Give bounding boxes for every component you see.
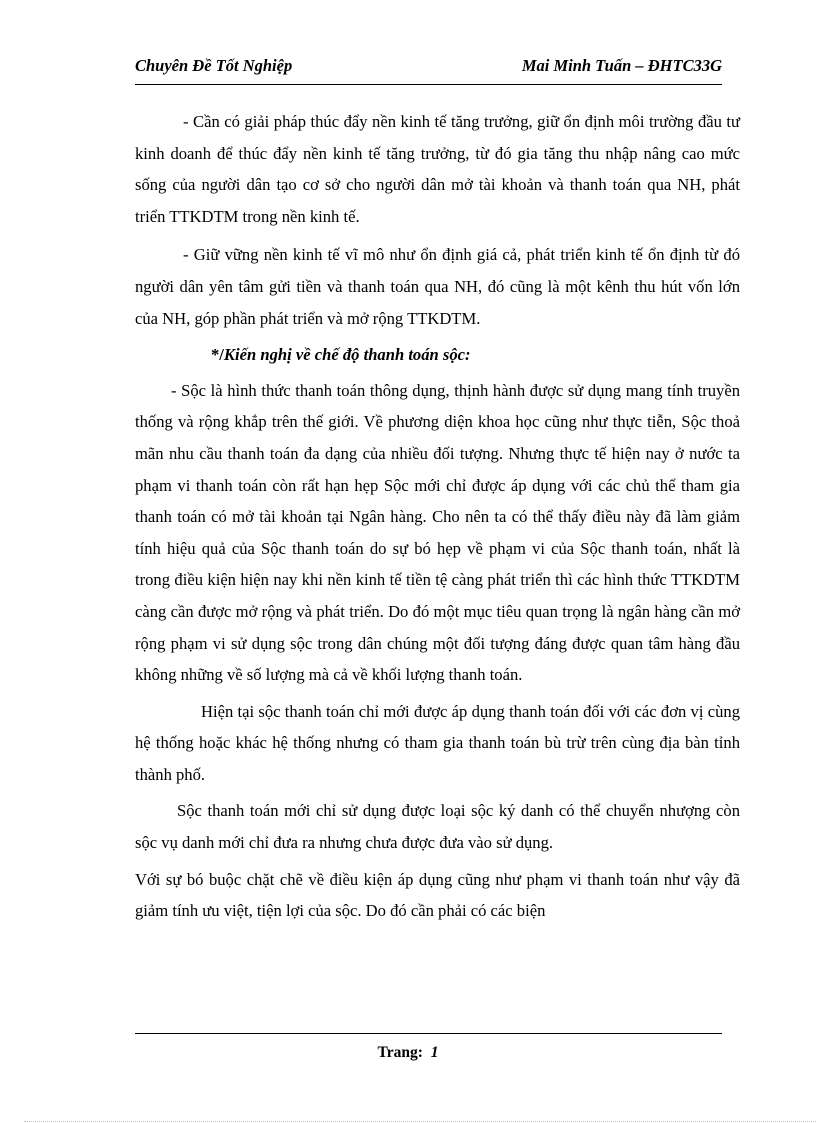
heading-text: Kiến nghị về chế độ thanh toán sộc bbox=[223, 345, 466, 365]
header-document-title: Chuyên Đề Tốt Nghiệp bbox=[135, 56, 293, 75]
page-body bbox=[135, 106, 740, 927]
section-heading bbox=[135, 339, 740, 371]
footer-page-number: 1 bbox=[430, 1044, 439, 1061]
page-header bbox=[135, 56, 722, 76]
page-boundary bbox=[24, 1121, 816, 1122]
paragraph-cheque-types: Sộc thanh toán mới chỉ sử dụng được loại sộc ký danh có thể chuyển nhượng còn sộc vụ danh mới chỉ đưa ra nhưng chưa được đưa vào sử dụng. bbox=[135, 801, 740, 853]
footer-page-label: Trang: bbox=[377, 1044, 423, 1061]
heading-prefix: */ bbox=[211, 345, 224, 365]
page-footer bbox=[0, 1044, 816, 1062]
header-rule bbox=[135, 84, 722, 85]
paragraph-constraints: Với sự bó buộc chặt chẽ về điều kiện áp dụng cũng như phạm vi thanh toán như vậy đã giảm tính ưu việt, tiện lợi của sộc. Do đó cần phải có các biện bbox=[135, 869, 740, 921]
footer-rule bbox=[135, 1033, 722, 1034]
paragraph-current-usage: Hiện tại sộc thanh toán chỉ mới được áp dụng thanh toán đối với các đơn vị cùng hệ thống hoặc khác hệ thống nhưng có tham gia thanh toán bù trừ trên cùng địa bàn tỉnh thành phố. bbox=[135, 701, 740, 784]
heading-suffix: : bbox=[465, 345, 471, 365]
header-author: Mai Minh Tuấn – ĐHTC33G bbox=[521, 56, 722, 75]
paragraph-macro-stability: - Giữ vững nền kinh tế vĩ mô như ổn định giá cả, phát triển kinh tế ổn định từ đó người dân yên tâm gửi tiền và thanh toán qua NH, đó cũng là một kênh thu hút vốn lớn của NH, góp phần phát triển và mở rộng TTKDTM. bbox=[135, 245, 740, 328]
paragraph-economic-growth: - Cần có giải pháp thúc đẩy nền kinh tế tăng trưởng, giữ ổn định môi trường đầu tư kinh doanh để thúc đẩy nền kinh tế tăng trưởng, từ đó gia tăng thu nhập nâng cao mức sống của người dân tạo cơ sở cho người dân mở tài khoản và thanh toán qua NH, phát triển TTKDTM trong nền kinh tế. bbox=[135, 112, 740, 226]
paragraph-cheque-overview: - Sộc là hình thức thanh toán thông dụng, thịnh hành được sử dụng mang tính truyền thống và rộng khắp trên thế giới. Về phương diện khoa học cũng như thực tiễn, Sộc thoả mãn nhu cầu thanh toán đa dạng của nhiều đối tượng. Nhưng thực tế hiện nay ở nước ta phạm vi thanh toán còn rất hạn hẹp Sộc mới chỉ được áp dụng với các chủ thể tham gia thanh toán có mở tài khoản tại Ngân hàng. Cho nên ta có thể thấy điều này đã làm giảm tính hiệu quả của Sộc thanh toán do sự bó hẹp về phạm vi của Sộc thanh toán, nhất là trong điều kiện hiện nay khi nền kinh tế tiền tệ càng phát triển thì các hình thức TTKDTM càng cần được mở rộng và phát triển. Do đó một mục tiêu quan trọng là ngân hàng cần mở rộng phạm vi sử dụng sộc trong dân chúng một đối tượng đáng được quan tâm hàng đầu không những về số lượng mà cả về khối lượng thanh toán. bbox=[135, 380, 740, 685]
